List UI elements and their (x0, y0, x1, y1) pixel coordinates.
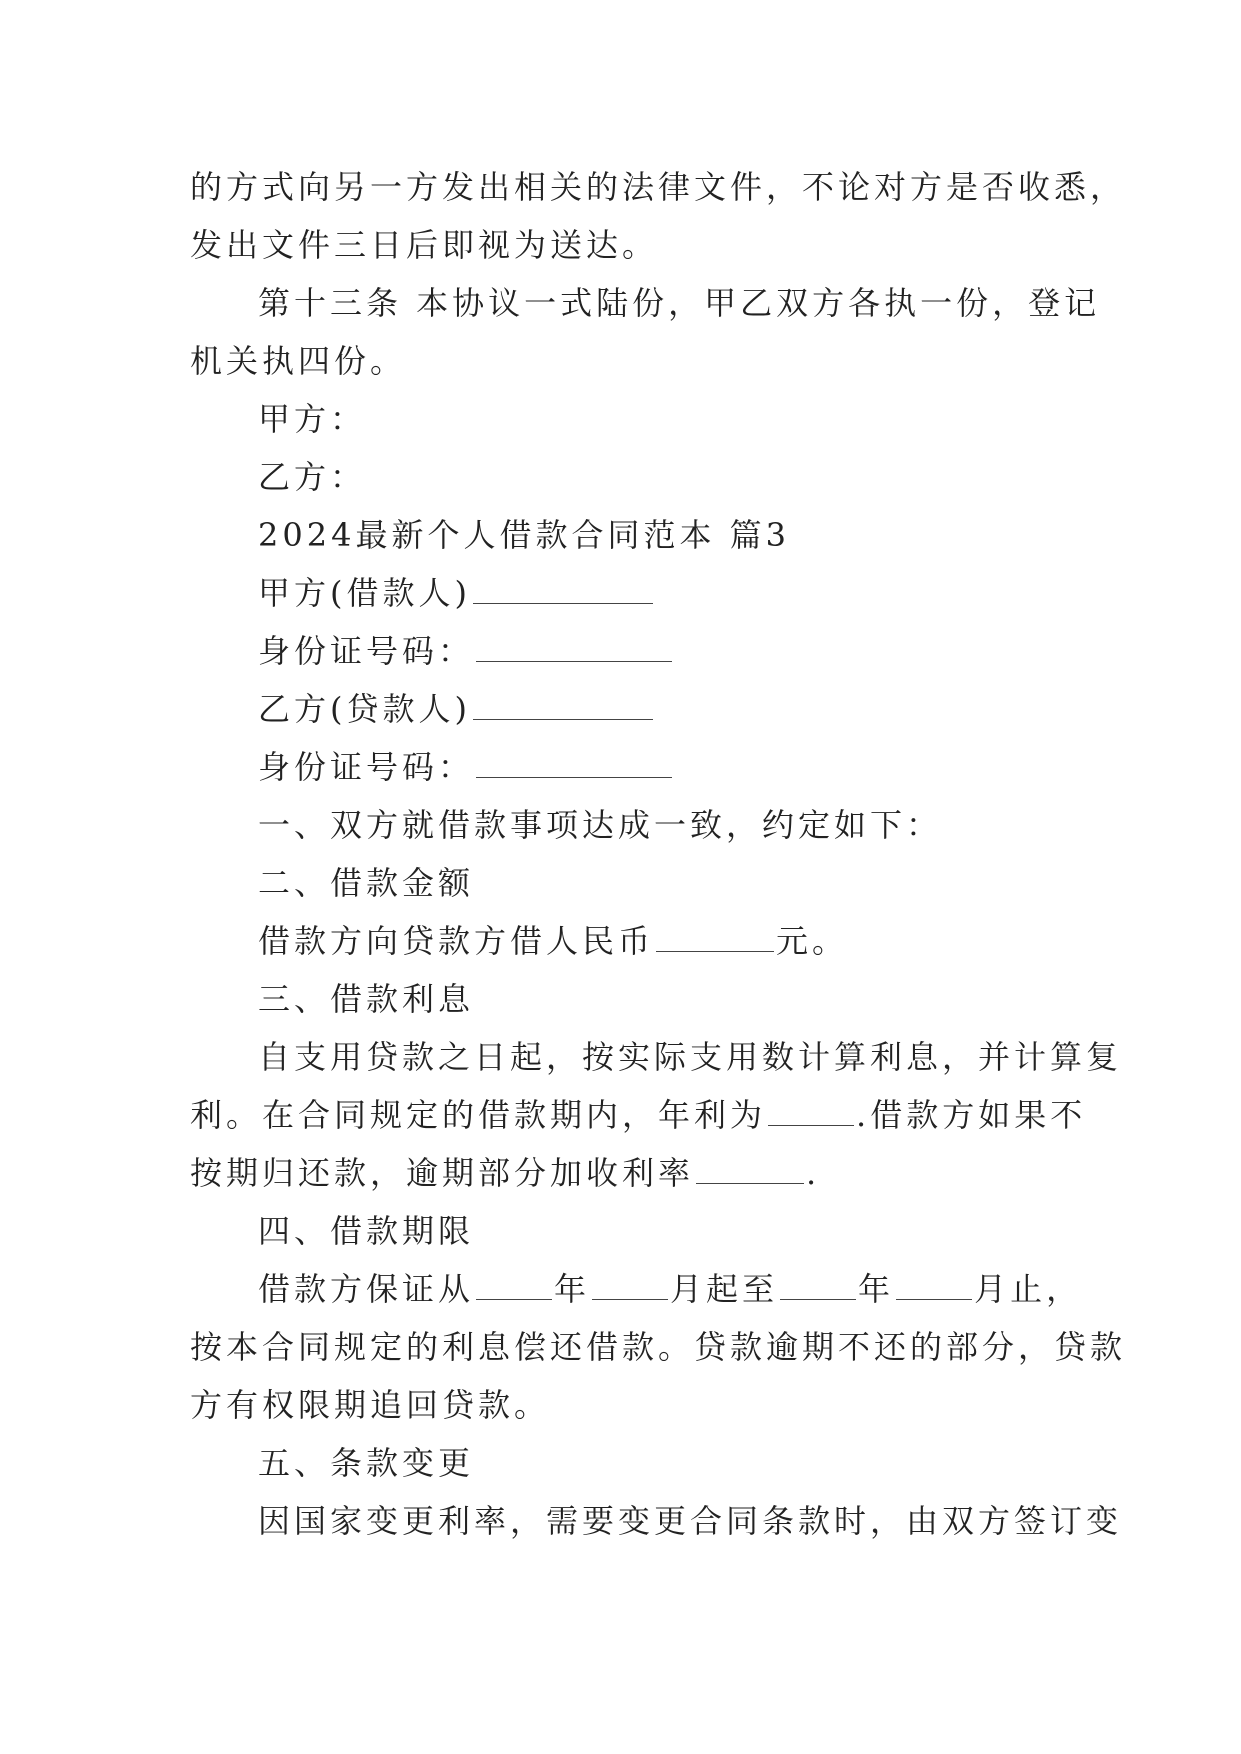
line-text: 五、条款变更 (258, 1444, 475, 1482)
party-a-signature-line (190, 390, 1070, 448)
party-b-signature-line (190, 448, 1070, 506)
loan-term-line (190, 1260, 1083, 1318)
start-month-blank (592, 1275, 668, 1300)
clause-heading (190, 796, 1070, 854)
line-text: 四、借款期限 (258, 1212, 475, 1250)
field-label: 身份证号码： (258, 632, 475, 670)
section-title (190, 506, 1070, 564)
overdue-rate-line (190, 1144, 1070, 1202)
text-line (190, 1376, 1070, 1434)
line-text: . (806, 1154, 821, 1192)
text-line (190, 1028, 1123, 1086)
text-line (190, 1318, 1127, 1376)
clause-heading (190, 1202, 1070, 1260)
text-line (190, 216, 1070, 274)
loan-amount-line (190, 912, 1070, 970)
field-label: 乙方(贷款人) (258, 690, 471, 728)
line-text: 按本合同规定的利息偿还借款。贷款逾期不还的部分，贷款 (190, 1328, 1127, 1366)
amount-blank (656, 927, 774, 952)
clause-heading (190, 1434, 1070, 1492)
annual-rate-blank (768, 1101, 854, 1126)
lender-id-field (190, 738, 1070, 796)
line-text: 机关执四份。 (190, 342, 407, 380)
line-text: .借款方如果不 (856, 1096, 1087, 1134)
field-label: 身份证号码： (258, 748, 475, 786)
line-text: 甲方： (258, 400, 367, 438)
lender-id-blank (476, 753, 672, 778)
borrower-id-blank (476, 637, 672, 662)
line-text: 二、借款金额 (258, 864, 475, 902)
line-text: 发出文件三日后即视为送达。 (190, 226, 659, 264)
borrower-field (190, 564, 1070, 622)
borrower-blank (473, 579, 653, 604)
line-text: 方有权限期追回贷款。 (190, 1386, 551, 1424)
end-month-blank (896, 1275, 972, 1300)
line-text: 第十三条 本协议一式陆份，甲乙双方各执一份，登记 (258, 284, 1101, 322)
start-year-blank (476, 1275, 552, 1300)
text-line (190, 158, 1127, 216)
line-text: 月止， (974, 1270, 1083, 1308)
line-text: 利。在合同规定的借款期内，年利为 (190, 1096, 767, 1134)
clause-heading (190, 970, 1070, 1028)
line-text: 年 (554, 1270, 591, 1308)
line-text: 按期归还款，逾期部分加收利率 (190, 1154, 695, 1192)
lender-blank (473, 695, 653, 720)
line-text: 年 (858, 1270, 895, 1308)
section-title-text: 2024最新个人借款合同范本 篇3 (258, 516, 790, 554)
overdue-rate-blank (696, 1159, 804, 1184)
end-year-blank (780, 1275, 856, 1300)
line-text: 因国家变更利率，需要变更合同条款时，由双方签订变 (258, 1502, 1123, 1540)
line-text: 的方式向另一方发出相关的法律文件，不论对方是否收悉， (190, 168, 1127, 206)
contract-body (190, 158, 1127, 1550)
text-line (190, 1492, 1123, 1550)
line-text: 一、双方就借款事项达成一致，约定如下： (258, 806, 943, 844)
article-13-line (190, 274, 1101, 332)
line-text: 元。 (776, 922, 849, 960)
line-text: 自支用贷款之日起，按实际支用数计算利息，并计算复 (258, 1038, 1123, 1076)
line-text: 借款方保证从 (258, 1270, 475, 1308)
text-line (190, 332, 1070, 390)
line-text: 月起至 (670, 1270, 779, 1308)
borrower-id-field (190, 622, 1070, 680)
line-text: 借款方向贷款方借人民币 (258, 922, 655, 960)
interest-rate-line (190, 1086, 1087, 1144)
line-text: 三、借款利息 (258, 980, 475, 1018)
lender-field (190, 680, 1070, 738)
field-label: 甲方(借款人) (258, 574, 471, 612)
clause-heading (190, 854, 1070, 912)
line-text: 乙方： (258, 458, 367, 496)
